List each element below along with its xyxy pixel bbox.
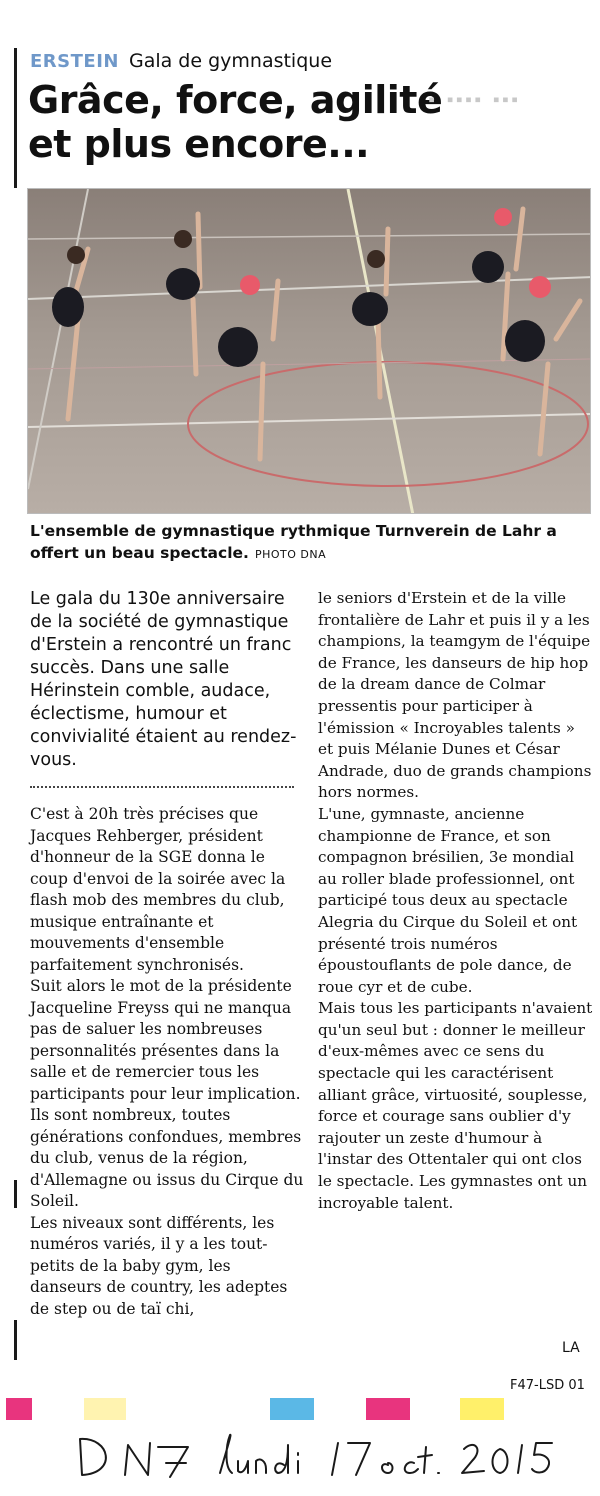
page-reference: F47-LSD 01 <box>510 1378 585 1393</box>
column-rule <box>14 1180 17 1208</box>
article-photo <box>27 188 591 514</box>
color-swatch <box>270 1398 314 1420</box>
kicker-topic: Gala de gymnastique <box>128 50 333 72</box>
photo-credit: PHOTO DNA <box>254 548 327 561</box>
article-column-left <box>30 588 306 1320</box>
headline: Grâce, force, agilité et plus encore... <box>28 78 443 166</box>
faint-stamp: ▪ ▪▪▪▪ ▪▪▪ <box>428 92 521 106</box>
caption-text: L'ensemble de gymnastique rythmique Turnverein de Lahr a offert un beau spectacle. <box>30 522 557 562</box>
author-signature: LA <box>562 1340 580 1356</box>
kicker <box>30 50 332 76</box>
dotted-separator <box>30 786 294 788</box>
color-swatch <box>6 1398 32 1420</box>
column-rule <box>14 1320 17 1360</box>
lead-paragraph: Le gala du 130e anniversaire de la société de gymnastique d'Erstein a rencontré un franc succès. Dans une salle Hérinstein comble, audace, éclectisme, humour et convivialité étaient au rendez-vous. <box>30 589 297 770</box>
column-rule <box>14 48 17 188</box>
kicker-place: ERSTEIN <box>30 51 119 72</box>
body-text-left: C'est à 20h très précises que Jacques Rehberger, président d'honneur de la SGE donna le coup d'envoi de la soirée avec la flash mob des membres du club, musique entraînante et mouvements d'ensemble parfaitement synchronisés. Suit alors le mot de la présidente Jacqueline Freyss qui ne manqua pas de saluer les nombreuses personnalités présentes dans la salle et de remercier tous les participants pour leur implication. Ils sont nombreux, toutes générations confondues, membres du club, venus de la région, d'Allemagne ou issus du Cirque du Soleil. Les niveaux sont différents, les numéros variés, il y a les tout-petits de la baby gym, les danseurs de country, les adeptes de step ou de taï chi, <box>30 805 304 1318</box>
photo-caption <box>30 520 590 566</box>
color-swatch <box>460 1398 504 1420</box>
handwritten-date-note <box>70 1425 590 1485</box>
gymnasts-photo-illustration <box>28 189 591 514</box>
color-swatch <box>84 1398 126 1420</box>
body-text-right: le seniors d'Erstein et de la ville frontalière de Lahr et puis il y a les champions, la teamgym de l'équipe de France, les danseurs de hip hop de la dream dance de Colmar pressentis pour participer à l'émission « Incroyables talents » et puis Mélanie Dunes et César Andrade, duo de grands champions hors normes. L'une, gymnaste, ancienne championne de France, et son compagnon brésilien, 3e mondial au roller blade professionnel, ont participé tous deux au spectacle Alegria du Cirque du Soleil et ont présenté trois numéros époustouflants de pole dance, de roue cyr et de cube. Mais tous les participants n'avaient qu'un seul but : donner le meilleur d'eux-mêmes avec ce sens du spectacle qui les caractérisent alliant grâce, virtuosité, souplesse, force et courage sans oublier d'y rajouter un zeste d'humour à l'instar des Ottentaler qui ont clos le spectacle. Les gymnastes ont un incroyable talent. <box>318 589 593 1212</box>
color-swatch <box>366 1398 410 1420</box>
article-column-right <box>318 588 594 1214</box>
